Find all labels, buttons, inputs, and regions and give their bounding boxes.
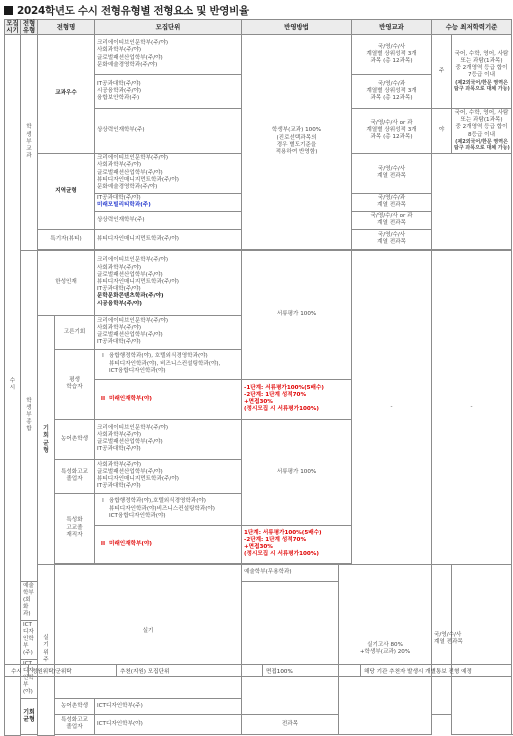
header-minimum: 수능 최저학력기준: [432, 20, 512, 35]
name-nongeochon-2: 농어촌학생: [55, 698, 95, 714]
subject-g1: 국/영/수/사 계열별 상위성적 3개 과목 (총 12과목): [352, 35, 432, 75]
subject-g4: 국/영/수/사 계열 전과목: [352, 153, 432, 193]
unit-j7: [95, 493, 242, 525]
footer-sigi: 수시: [5, 665, 29, 677]
minimum-2: [452, 109, 512, 154]
cell-sigi: 수 시: [5, 35, 21, 736]
name-pyeongsaeng: [55, 349, 95, 419]
admission-table: [4, 19, 512, 736]
minimum-blank-1: [432, 153, 512, 249]
page-title-bar: [4, 3, 249, 17]
name-teukgija: 특기자(뷰티): [38, 229, 95, 249]
unit-j4: [95, 379, 242, 419]
unit-s4: ICT디자인학부(야): [21, 659, 38, 698]
unit-j1b: 문학문화콘텐츠학과(주/야) 시공융학부(주/야): [97, 293, 164, 307]
cell-type-silgi: 실 기 위 주: [38, 564, 55, 735]
label-ju: 주: [432, 35, 452, 109]
name-teukseonghwa: 특성화고교 졸업자: [55, 459, 95, 493]
minimum-2-text: 국어, 수학, 영어, 사탐 또는 과탐(1과목) 중 2개영역 등급 합이 8등급 이내: [454, 110, 509, 138]
unit-g5b: 미래모빌리티학과(주): [97, 202, 151, 209]
unit-g1: 크리에이티브인문학부(주/야) 사회과학부(주/야) 글로벌패션산업학부(주/야) 문화예술경영학과(주/야): [95, 35, 242, 75]
unit-j3: [95, 349, 242, 379]
minimum-jonghap: -: [432, 250, 512, 564]
unit-s6: ICT디자인학부(야): [95, 714, 242, 734]
name-goreun: 고른기회: [55, 315, 95, 349]
unit-j8: [95, 525, 242, 563]
name-jiyeok: 지역균형: [38, 153, 95, 229]
footer-method: 면접100%: [263, 665, 361, 677]
row-roman-1b: I: [102, 498, 104, 505]
row-roman-2: II: [100, 395, 106, 402]
footer-unit: 추천(지원) 모집단위: [117, 665, 263, 677]
unit-j6: 사회과학부(주/야) 글로벌패션산업학부(주/야) 뷰티디자인매니지먼트학과(주/야) IT공과대학(주/야): [95, 459, 242, 493]
minimum-1: [452, 35, 512, 109]
subject-g2: 국/영/수/과 계열별 상위성적 3개 과목 (총 12과목): [352, 75, 432, 109]
name-teukseonghwa-2: 특성화고교 졸업자: [55, 714, 95, 734]
method-j4: 1단계: 서류평가100%(5배수) -2단계: 1단계 성적70% +면접30% (정시모집 시 서류평가100%): [242, 525, 352, 563]
row-roman-2b: II: [100, 540, 106, 547]
cell-gihoe: 기 회 균 형: [38, 315, 55, 564]
unit-j3-text: 융합행정학과(야), 호텔외식경영학과(야) 뷰티디자인학과(야), 비즈니스컨설팅학과(야), ICT융합디자인학과(야): [109, 353, 221, 374]
name-hansung: 한성인재: [38, 250, 95, 315]
method-j2: -1단계: 서류평가100%(5배수) -2단계: 1단계 성적70% +면접30% (정시모집 시 서류평가100%): [242, 379, 352, 419]
footer-table: [4, 664, 512, 677]
unit-g6: 상상력인재학부(주): [95, 211, 242, 229]
unit-s2: 예술학부(회화과): [21, 581, 38, 620]
unit-j1: [95, 250, 242, 315]
minimum-blank-2: [452, 564, 512, 734]
unit-j7-text: 융합행정학과(야),호텔외식경영학과(야) 뷰티디자인학과(야)비즈니스컨설팅학과(야) ICT융합디자인학과(야): [109, 498, 215, 519]
method-silgi: 실기고사 80% +학생부(교과) 20%: [339, 564, 432, 734]
unit-j5: 크리에이티브인문학부(주/야) 사회과학부(주/야) 글로벌패션산업학부(주/야) IT공과대학(주/야): [95, 419, 242, 459]
name-pyeongsaeng-text: 평생 학습자: [66, 376, 83, 391]
subject-g5: 국/영/수/과 계열 전과목: [352, 193, 432, 211]
header-method: 반영방법: [242, 20, 352, 35]
unit-g2: IT공과대학(주/야) 시공융학과(주/야) 융합보안학과(주): [95, 75, 242, 109]
subject-s1: 국/영/수/사 계열 전과목: [432, 564, 452, 714]
header-unit: 모집단위: [95, 20, 242, 35]
method-j3: 서류평가 100%: [242, 419, 352, 525]
header-subject: 반영교과: [352, 20, 432, 35]
name-gyogwa-usu: 교과우수: [38, 35, 95, 154]
name-silgi: 실기: [55, 564, 242, 698]
minimum-2-note: (제2외국어/한문 영역은 탐구 과목으로 대체 가능): [454, 138, 510, 152]
unit-g5a: IT공과대학(주/야): [97, 194, 141, 201]
name-jaejikja: 특성화 고교졸 재직자: [55, 493, 95, 563]
unit-j1a: 크리에이티브인문학부(주/야) 사회과학부(주/야) 글로벌패션산업학부(주/야) 뷰티디자인매니지먼트학과(주/야) IT공과대학(주/야): [97, 257, 179, 293]
cell-type-jonghap: 학 생 부 종 합: [21, 250, 38, 581]
method-gyogwa: 학생부(교과) 100% (진로선택과목의 경우 별도기준을 적용하여 반영함): [242, 35, 352, 250]
subject-s2: 전과목: [242, 714, 339, 734]
unit-j2: 크리에이티브인문학부(주/야) 사회과학부(주/야) 글로벌패션산업학부(주/야) IT공과대학(주/야): [95, 315, 242, 349]
unit-s1: 예술학부(무용학과): [242, 564, 339, 581]
footer-type: 정원위탁/군위탁: [29, 665, 117, 677]
method-j1: 서류평가 100%: [242, 250, 352, 379]
unit-g3: 상상력인재학부(주): [95, 109, 242, 154]
subject-g3: 국/영/수/사 or 과 계열별 상위성적 3개 과목 (총 12과목): [352, 109, 432, 154]
header-name: 전형명: [38, 20, 95, 35]
cell-gihoe-2: 기회 균형: [21, 698, 38, 734]
row-roman-1: I: [102, 353, 104, 360]
unit-j4-text: 미래인재학부(야): [109, 395, 152, 402]
unit-j8-text: 미래인재학부(야): [109, 540, 152, 547]
unit-g5: [95, 193, 242, 211]
name-nongeochon: 농어촌학생: [55, 419, 95, 459]
subject-jonghap: -: [352, 250, 432, 564]
subject-g7: 국/영/수/사 계열 전과목: [352, 229, 432, 249]
cell-type-gyogwa: 학 생 부 교 과: [21, 35, 38, 251]
minimum-1-text: 국어, 수학, 영어, 사탐 또는 과탐(1과목) 중 2개영역 등급 합이 7등급 이내: [454, 50, 509, 79]
header-type: 전형유형: [21, 20, 38, 35]
footer-note: 해당 기관 추천자 발생시 개별통보 전형 예정: [361, 665, 512, 677]
label-ya: 야: [432, 109, 452, 154]
unit-s3: ICT디자인학부(주): [21, 620, 38, 659]
minimum-1-note: (제2외국어/한문 영역은 탐구 과목으로 대체 가능): [454, 79, 510, 92]
square-bullet-icon: [4, 6, 13, 15]
unit-g4: 크리에이티브인문학부(주/야) 사회과학부(주/야) 글로벌패션산업학부(주/야) 뷰티디자인매니지먼트학과(주/야) 문화예술경영학과(주/야): [95, 153, 242, 193]
unit-g7: 뷰티디자인매니지먼트학과(주/야): [95, 229, 242, 249]
page-title: 2024학년도 수시 전형유형별 전형요소 및 반영비율: [17, 4, 249, 17]
header-sigi: 모집시기: [6, 19, 19, 34]
unit-s5: ICT디자인학부(주): [95, 698, 242, 714]
subject-g6: 국/영/수/사 or 과 계열 전과목: [352, 211, 432, 229]
